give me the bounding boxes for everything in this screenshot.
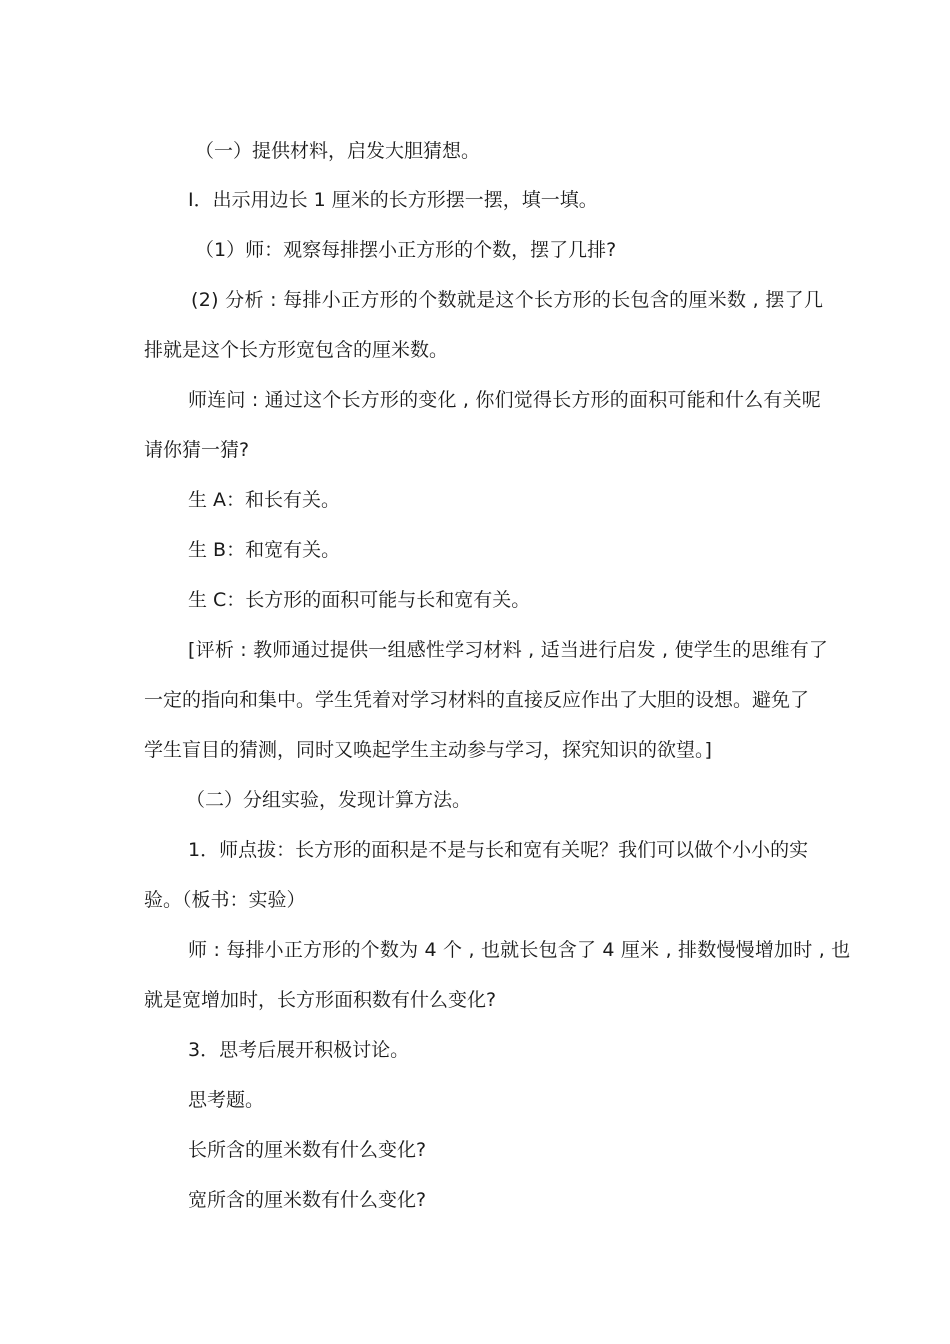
- paragraph-line: 学生盲目的猜测，同时又唤起学生主动参与学习，探究知识的欲望。]: [144, 739, 712, 761]
- paragraph-line: 验。（板书：实验）: [144, 889, 306, 911]
- paragraph-line: 师 : 每排小正方形的个数为 4 个 , 也就长包含了 4 厘米 , 排数慢慢增加时 , 也: [188, 939, 851, 961]
- paragraph-line: 生 B：和宽有关。: [188, 539, 341, 561]
- paragraph-line: 生 C：长方形的面积可能与长和宽有关。: [188, 589, 531, 611]
- paragraph-line: 长所含的厘米数有什么变化?: [188, 1139, 427, 1161]
- paragraph-line: I．出示用边长 1 厘米的长方形摆一摆，填一填。: [188, 189, 598, 211]
- paragraph-line: 一定的指向和集中。学生凭着对学习材料的直接反应作出了大胆的设想。避免了: [144, 689, 810, 711]
- paragraph-line: [评析 : 教师通过提供一组感性学习材料 , 适当进行启发 , 使学生的思维有了: [188, 639, 829, 661]
- paragraph-line: 1．师点拔：长方形的面积是不是与长和宽有关呢？我们可以做个小小的实: [188, 839, 809, 861]
- paragraph-line: 排就是这个长方形宽包含的厘米数。: [144, 339, 449, 361]
- paragraph-line: 宽所含的厘米数有什么变化?: [188, 1189, 427, 1211]
- paragraph-line: 3．思考后展开积极讨论。: [188, 1039, 410, 1061]
- paragraph-line: (2) 分析 : 每排小正方形的个数就是这个长方形的长包含的厘米数 , 摆了几: [191, 289, 824, 311]
- section-heading-2: （二）分组实验，发现计算方法。: [186, 789, 472, 811]
- paragraph-line: 请你猜一猜?: [144, 439, 250, 461]
- paragraph-line: 师连问 : 通过这个长方形的变化 , 你们觉得长方形的面积可能和什么有关呢: [188, 389, 822, 411]
- paragraph-line: 生 A：和长有关。: [188, 489, 341, 511]
- paragraph-line: 思考题。: [188, 1089, 265, 1111]
- paragraph-line: 就是宽增加时，长方形面积数有什么变化?: [144, 989, 497, 1011]
- paragraph-line: （1）师：观察每排摆小正方形的个数，摆了几排?: [195, 239, 617, 261]
- section-heading-1: （一）提供材料，启发大胆猜想。: [195, 140, 481, 162]
